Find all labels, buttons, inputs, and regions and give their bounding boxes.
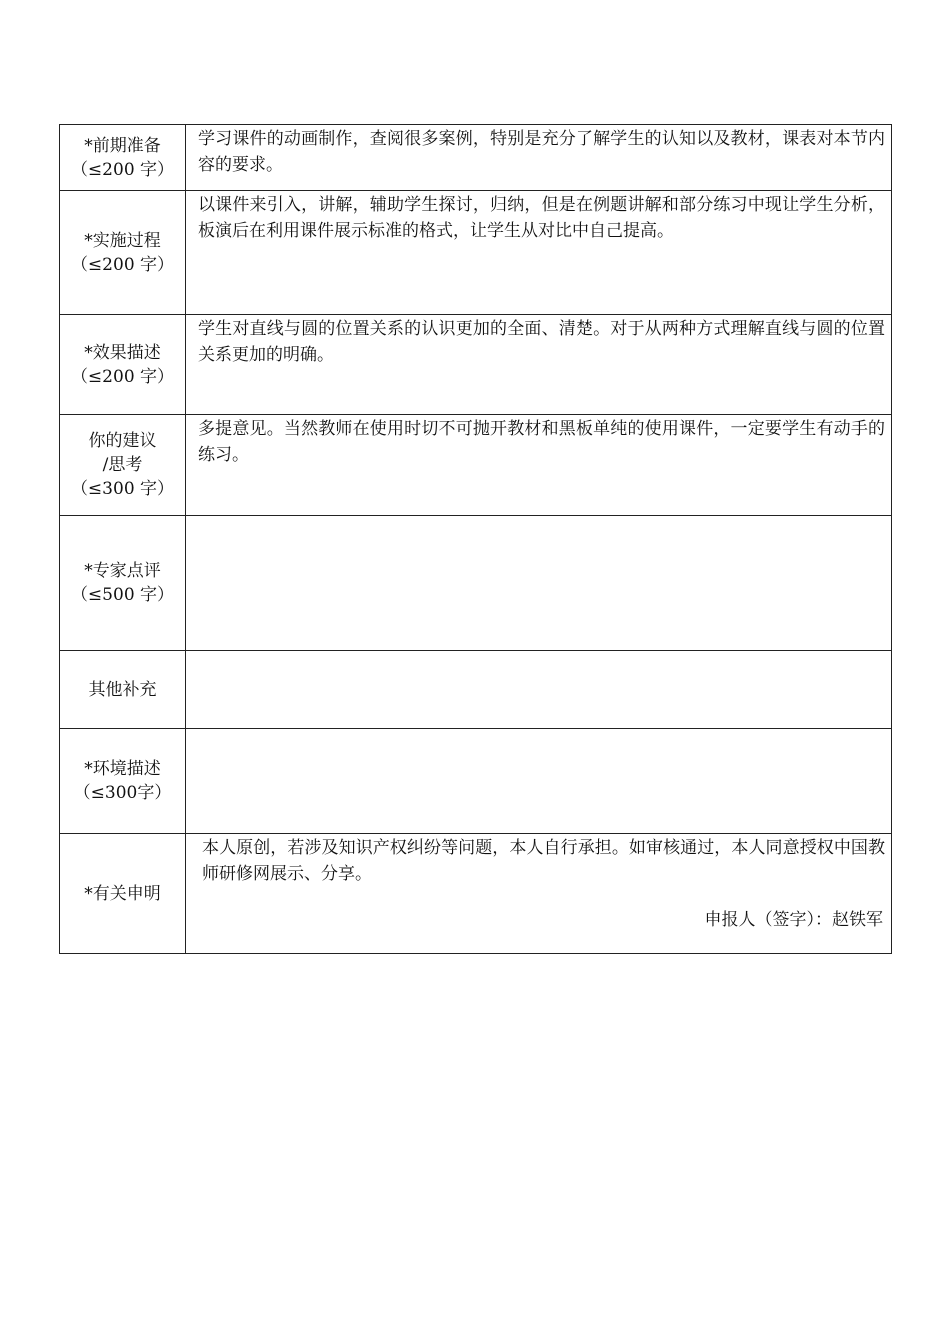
row-label-title: *有关申明: [84, 883, 161, 904]
row-content: 学生对直线与圆的位置关系的认识更加的全面、清楚。对于从两种方式理解直线与圆的位置关系更加的明确。: [186, 315, 892, 415]
row-label-title: *效果描述: [84, 342, 161, 363]
row-label: [60, 315, 186, 415]
form-row-preparation: [60, 125, 892, 191]
row-label-title: *前期准备: [84, 135, 161, 156]
row-label: [60, 516, 186, 651]
row-label-limit: （≤300 字）: [70, 479, 175, 499]
row-label: [60, 125, 186, 191]
row-label-subtitle: /思考: [102, 455, 143, 475]
form-row-implementation: [60, 191, 892, 315]
row-label: [60, 729, 186, 834]
row-label-title: *实施过程: [84, 230, 161, 251]
form-row-other: [60, 651, 892, 729]
application-form-table: [59, 124, 892, 954]
form-row-expert-review: [60, 516, 892, 651]
row-label-title: *专家点评: [84, 561, 161, 581]
row-label-title: 你的建议: [88, 431, 157, 451]
row-content: 学习课件的动画制作，查阅很多案例，特别是充分了解学生的认知以及教材，课表对本节内容的要求。: [186, 125, 892, 191]
row-content-empty: [186, 516, 892, 651]
row-content-empty: [186, 729, 892, 834]
row-content: 多提意见。当然教师在使用时切不可抛开教材和黑板单纯的使用课件，一定要学生有动手的练习。: [186, 415, 892, 516]
row-label-limit: （≤200 字）: [70, 254, 175, 275]
row-label: [60, 651, 186, 729]
row-label-title: *环境描述: [84, 759, 161, 779]
row-label-limit: （≤200 字）: [70, 366, 175, 387]
row-content-empty: [186, 651, 892, 729]
row-content: 以课件来引入，讲解，辅助学生探讨，归纳，但是在例题讲解和部分练习中现让学生分析，板演后在利用课件展示标准的格式，让学生从对比中自己提高。: [186, 191, 892, 315]
declaration-cell: [186, 834, 892, 954]
row-label: [60, 415, 186, 516]
applicant-signature: 申报人（签字）：赵铁军: [704, 910, 883, 930]
form-row-environment: [60, 729, 892, 834]
declaration-text: 本人原创，若涉及知识产权纠纷等问题，本人自行承担。如审核通过，本人同意授权中国教师研修网展示、分享。: [202, 838, 885, 884]
row-label-title: 其他补充: [88, 679, 157, 700]
form-row-declaration: [60, 834, 892, 954]
row-label: [60, 191, 186, 315]
form-row-effect: [60, 315, 892, 415]
row-label-limit: （≤300字）: [73, 783, 172, 803]
row-label-limit: （≤500 字）: [70, 585, 175, 605]
row-label: [60, 834, 186, 954]
row-label-limit: （≤200 字）: [70, 159, 175, 180]
form-row-suggestion: [60, 415, 892, 516]
